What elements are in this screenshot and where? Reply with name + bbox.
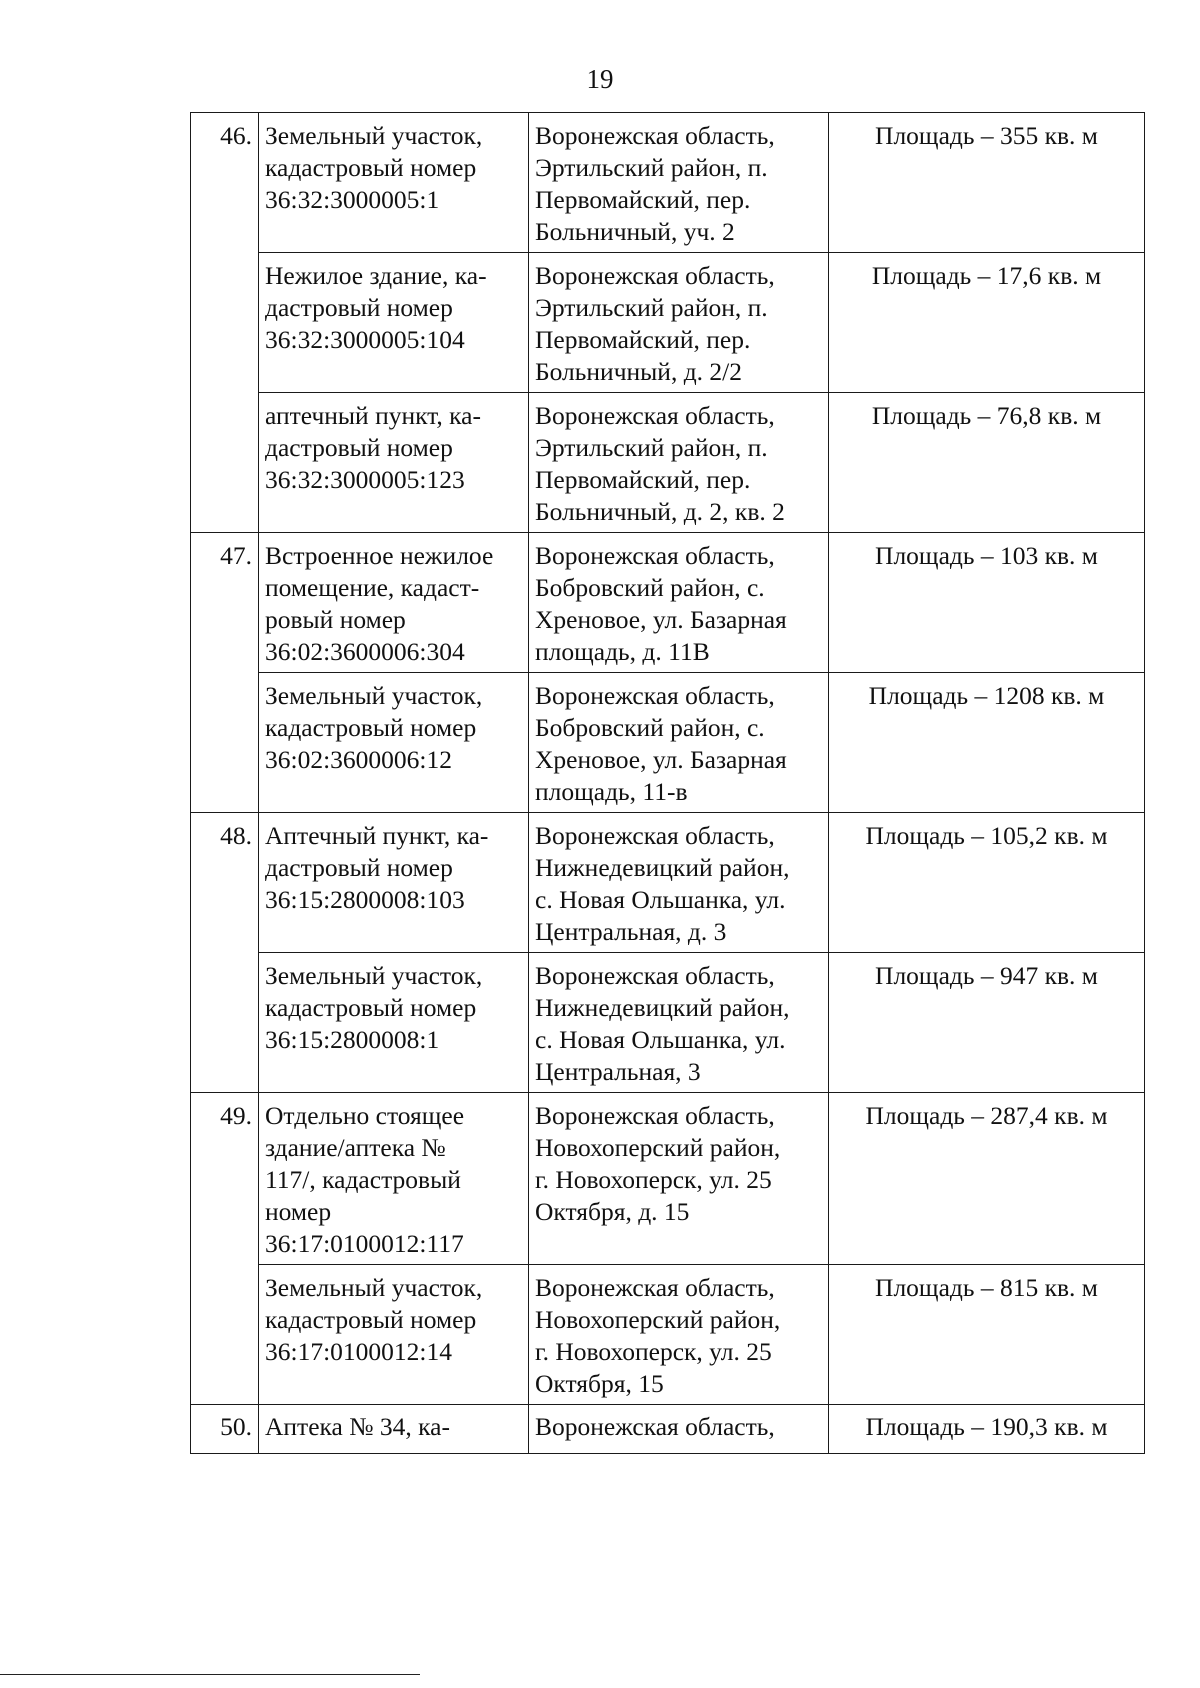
address-cell: Воронежская область, Бобровский район, с. Хреновое, ул. Базарная площадь, 11-в [529, 673, 829, 813]
table-row [191, 673, 1145, 813]
row-number-cell: 50. [191, 1405, 259, 1454]
object-cell: Аптека № 34, ка- [259, 1405, 529, 1454]
object-cell: Земельный участок, кадастровый номер 36:02:3600006:12 [259, 673, 529, 813]
table-row [191, 953, 1145, 1093]
object-cell: аптечный пункт, ка- дастровый номер 36:32:3000005:123 [259, 393, 529, 533]
area-cell: Площадь – 76,8 кв. м [829, 393, 1145, 533]
address-cell: Воронежская область, Новохоперский район, г. Новохоперск, ул. 25 Октября, 15 [529, 1265, 829, 1405]
area-cell: Площадь – 355 кв. м [829, 113, 1145, 253]
address-cell: Воронежская область, Эртильский район, п. Первомайский, пер. Больничный, уч. 2 [529, 113, 829, 253]
area-cell: Площадь – 947 кв. м [829, 953, 1145, 1093]
row-number-cell: 46. [191, 113, 259, 533]
area-cell: Площадь – 287,4 кв. м [829, 1093, 1145, 1265]
area-cell: Площадь – 17,6 кв. м [829, 253, 1145, 393]
area-cell: Площадь – 105,2 кв. м [829, 813, 1145, 953]
area-cell: Площадь – 190,3 кв. м [829, 1405, 1145, 1454]
object-cell: Земельный участок, кадастровый номер 36:17:0100012:14 [259, 1265, 529, 1405]
area-cell: Площадь – 815 кв. м [829, 1265, 1145, 1405]
address-cell: Воронежская область, Нижнедевицкий район, с. Новая Ольшанка, ул. Центральная, 3 [529, 953, 829, 1093]
table-row [191, 533, 1145, 673]
area-cell: Площадь – 1208 кв. м [829, 673, 1145, 813]
object-cell: Аптечный пункт, ка- дастровый номер 36:15:2800008:103 [259, 813, 529, 953]
object-cell: Земельный участок, кадастровый номер 36:32:3000005:1 [259, 113, 529, 253]
row-number-cell: 47. [191, 533, 259, 813]
table-row [191, 1405, 1145, 1454]
address-cell: Воронежская область, Эртильский район, п. Первомайский, пер. Больничный, д. 2, кв. 2 [529, 393, 829, 533]
footer-rule [0, 1674, 420, 1675]
table-row [191, 1093, 1145, 1265]
row-number-cell: 48. [191, 813, 259, 1093]
object-cell: Отдельно стоящее здание/аптека № 117/, кадастровый номер 36:17:0100012:117 [259, 1093, 529, 1265]
table-row [191, 113, 1145, 253]
address-cell: Воронежская область, Эртильский район, п. Первомайский, пер. Больничный, д. 2/2 [529, 253, 829, 393]
page-number: 19 [586, 64, 614, 94]
object-cell: Земельный участок, кадастровый номер 36:15:2800008:1 [259, 953, 529, 1093]
table-row [191, 813, 1145, 953]
address-cell: Воронежская область, Бобровский район, с. Хреновое, ул. Базарная площадь, д. 11В [529, 533, 829, 673]
table-row [191, 1265, 1145, 1405]
address-cell: Воронежская область, [529, 1405, 829, 1454]
table-row [191, 253, 1145, 393]
address-cell: Воронежская область, Нижнедевицкий район, с. Новая Ольшанка, ул. Центральная, д. 3 [529, 813, 829, 953]
object-cell: Встроенное нежилое помещение, кадаст- ровый номер 36:02:3600006:304 [259, 533, 529, 673]
area-cell: Площадь – 103 кв. м [829, 533, 1145, 673]
table-row [191, 393, 1145, 533]
address-cell: Воронежская область, Новохоперский район, г. Новохоперск, ул. 25 Октября, д. 15 [529, 1093, 829, 1265]
property-table [190, 112, 1145, 1454]
object-cell: Нежилое здание, ка- дастровый номер 36:32:3000005:104 [259, 253, 529, 393]
row-number-cell: 49. [191, 1093, 259, 1405]
